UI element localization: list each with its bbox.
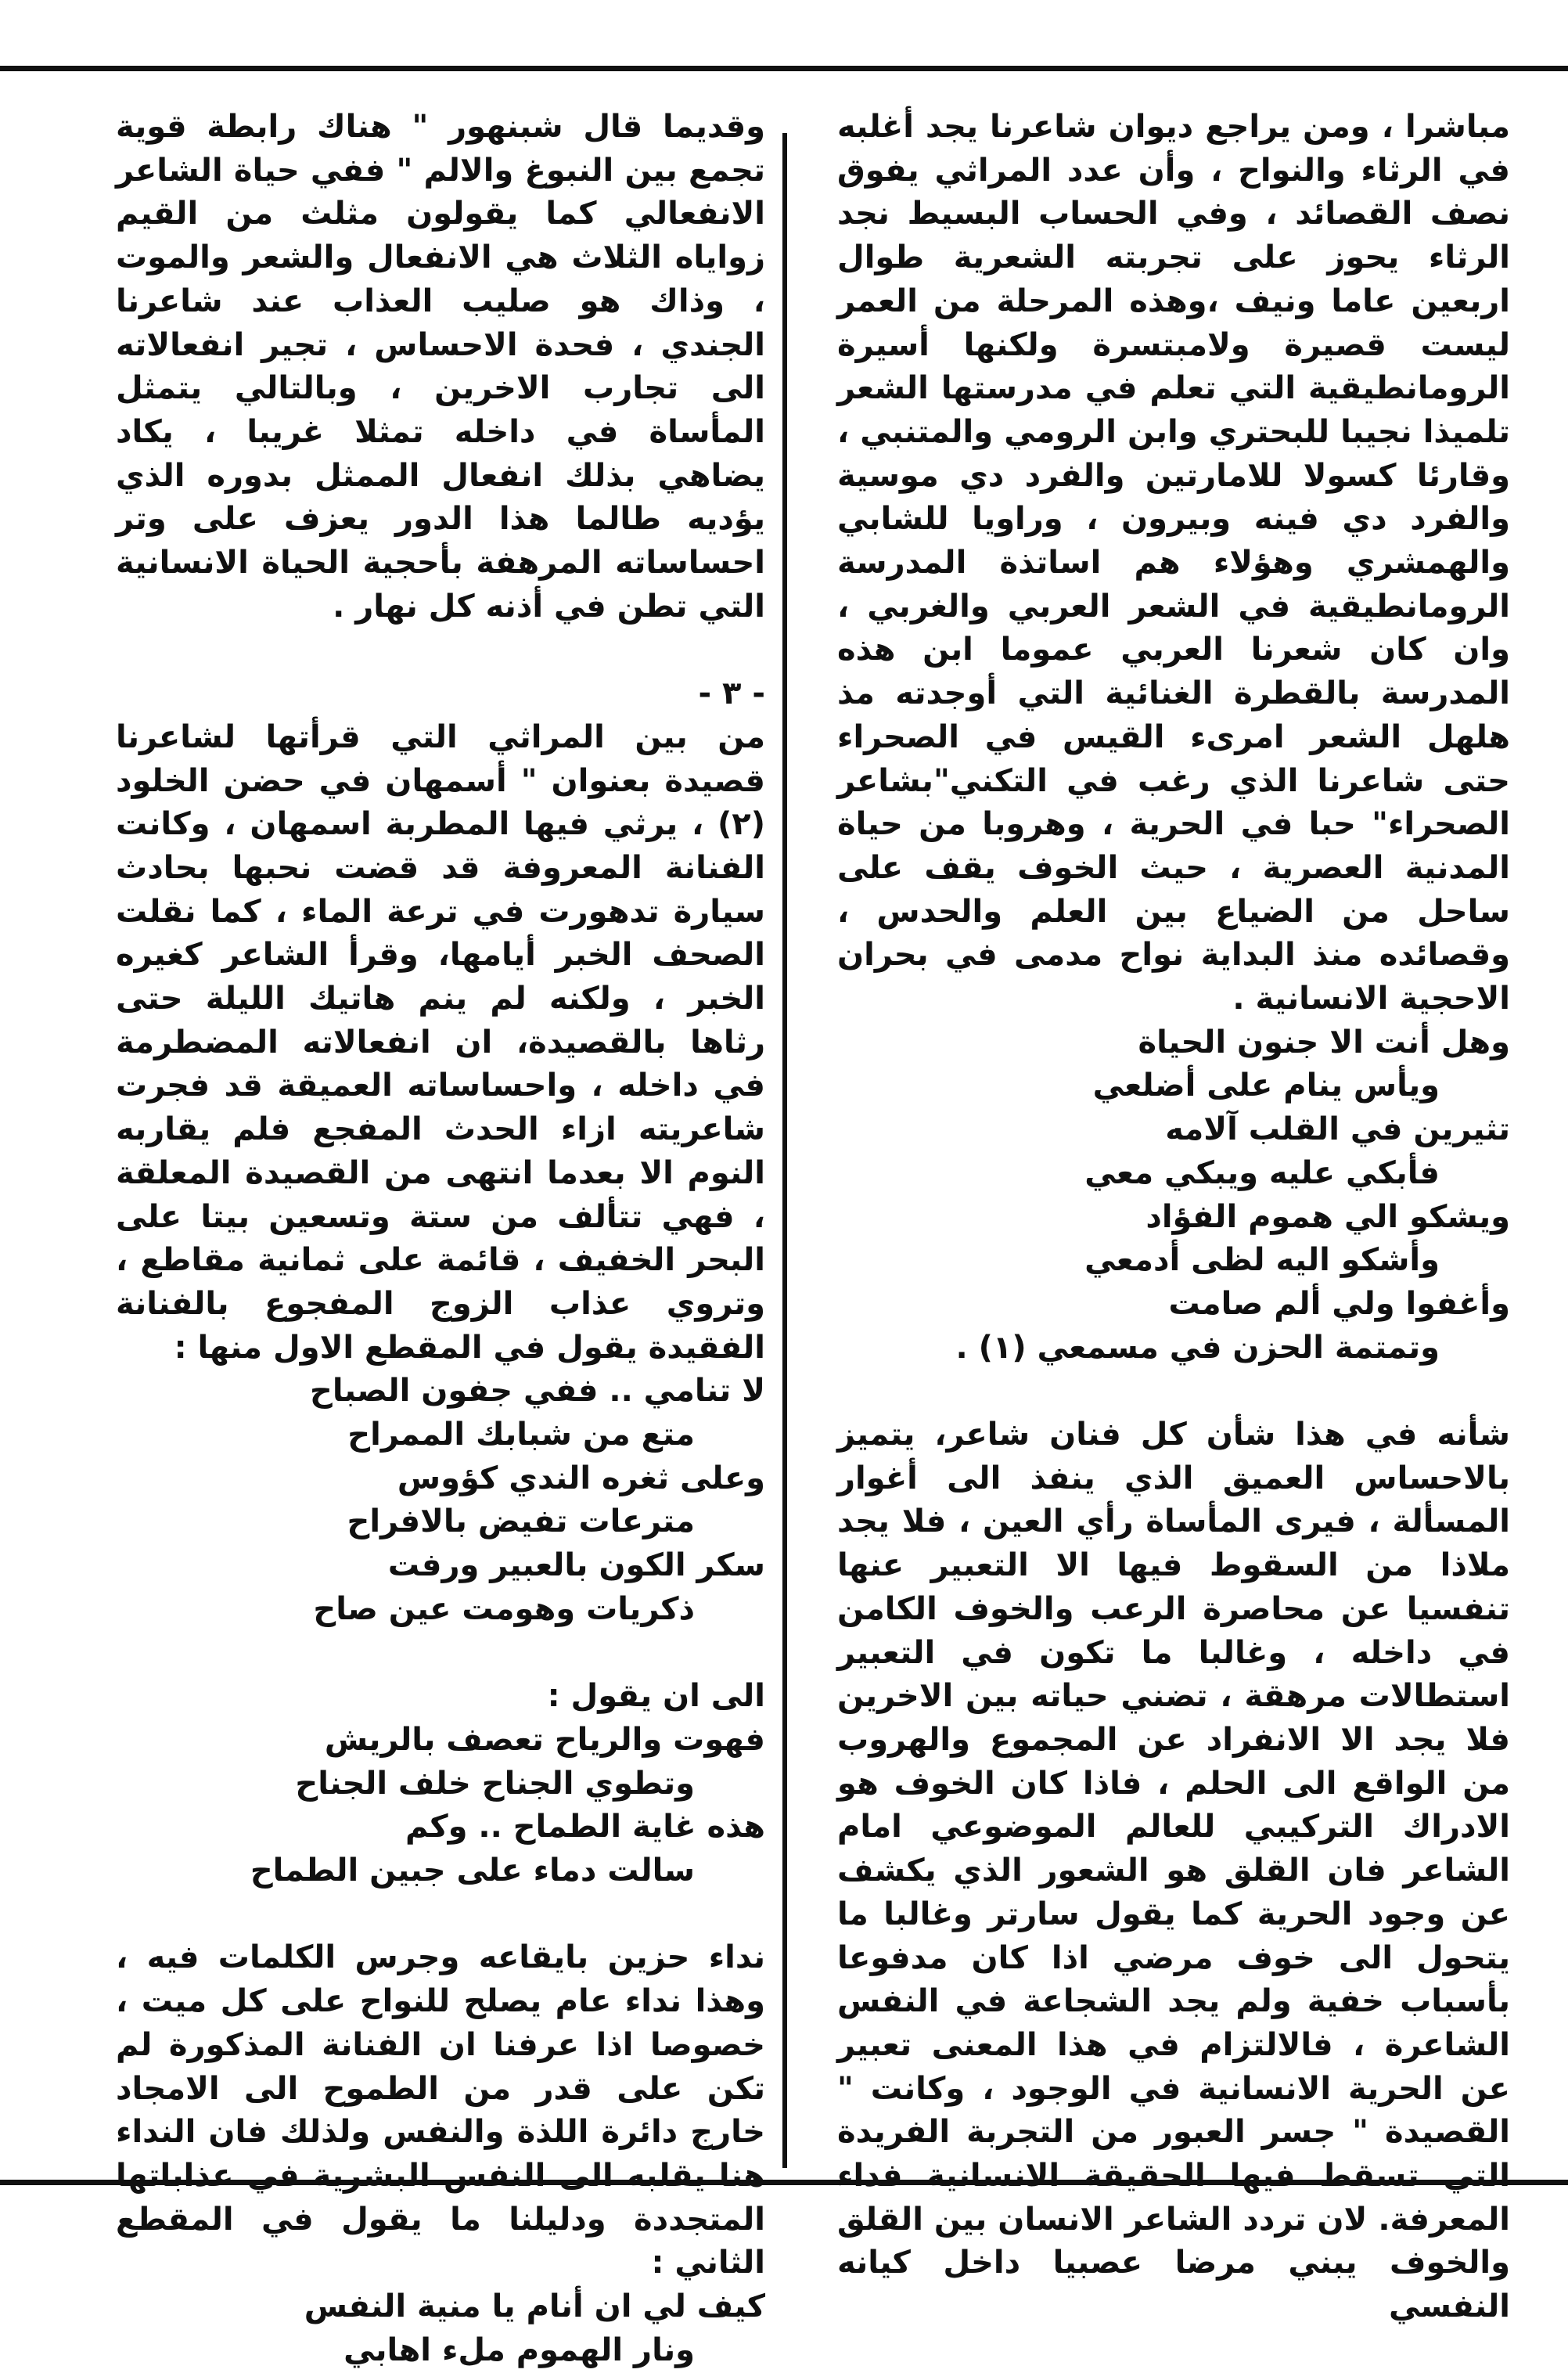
left-verse-block-3 xyxy=(116,2285,765,2372)
verse-line: وأشكو اليه لظى أدمعي xyxy=(1084,1242,1440,1279)
verse-line: فهوت والرياح تعصف بالريش xyxy=(324,1721,765,1758)
verse-line: هذه غاية الطماح .. وكم xyxy=(405,1809,765,1845)
verse-line: تثيرين في القلب آلامه xyxy=(1165,1111,1510,1148)
top-rule xyxy=(0,66,1568,71)
right-verse-block xyxy=(837,1064,1510,1370)
right-paragraph-1: مباشرا ، ومن يراجع ديوان شاعرنا يجد أغلبه في الرثاء والنواح ، وأن عدد المراثي يفوق نصف القصائد ، وفي الحساب البسيط نجد الرثاء يحوز على تجربته الشعرية طوال اربعين عاما ونيف ،وهذه المرحلة من العمر ليست قصيرة ولامبتسرة ولكنها أسيرة الرومانطيقية التي تعلم في مدرستها الشعر تلميذا نجيبا للبحتري وابن الرومي والمتنبي ، وقارئا كسولا للامارتين والفرد دي موسية والفرد دي فينه وبيرون ، وراويا للشابي والهمشري وهؤلاء هم اساتذة المدرسة الرومانطيقية في الشعر العربي والغربي ، وان كان شعرنا العربي عموما ابن هذه المدرسة بالقطرة الغنائية التي أوجدته مذ هلهل الشعر امرىء القيس في الصحراء حتى شاعرنا الذي رغب في التكني"بشاعر الصحراء" حبا في الحرية ، وهروبا من حياة المدنية العصرية ، حيث الخوف يقف على ساحل من الضياع بين العلم والحدس ، وقصائده منذ البداية نواح مدمى في بحران الاحجية الانسانية . xyxy=(837,109,1510,1017)
verse-line: وأغفوا ولي ألم صامت xyxy=(1168,1285,1510,1322)
left-column xyxy=(116,106,765,2373)
verse-line: متع من شبابك الممراح xyxy=(347,1417,695,1453)
left-paragraph-2: من بين المراثي التي قرأتها لشاعرنا قصيدة بعنوان " أسمهان في حضن الخلود (٢) ، يرثي فيها المطربة اسمهان ، وكانت الفنانة المعروفة قد قضت نحبها بحادث سيارة تدهورت في ترعة الماء ، كما نقلت الصحف الخبر أيامها، وقرأ الشاعر كغيره الخبر ، ولكنه لم ينم هاتيك الليلة حتى رثاها بالقصيدة، ان انفعالاته المضطرمة في داخله ، واحساساته العميقة قد فجرت شاعريته ازاء الحدث المفجع فلم يقاربه النوم الا بعدما انتهى من القصيدة المعلقة ، فهي تتألف من ستة وتسعين بيتا على البحر الخفيف ، قائمة على ثمانية مقاطع ، وتروي عذاب الزوج المفجوع بالفنانة الفقيدة يقول في المقطع الاول منها : xyxy=(116,718,765,1366)
verse-line: ويشكو الي هموم الفؤاد xyxy=(1145,1198,1510,1235)
verse-line: ويأس ينام على أضلعي xyxy=(1092,1068,1440,1104)
left-verse-intro: الى ان يقول : xyxy=(547,1678,765,1715)
verse-line: لا تنامي .. ففي جفون الصباح xyxy=(309,1373,765,1410)
section-number: - ٣ - xyxy=(698,675,765,712)
right-column xyxy=(837,106,1510,2329)
verse-line: وعلى ثغره الندي كؤوس xyxy=(397,1460,765,1496)
verse-line: فأبكي عليه ويبكي معي xyxy=(1084,1154,1440,1191)
verse-line: كيف لي ان أنام يا منية النفس xyxy=(304,2288,765,2325)
left-paragraph-1: وقديما قال شبنهور " هناك رابطة قوية تجمع بين النبوغ والالم " ففي حياة الشاعر الانفعالي كما يقولون مثلث من القيم زواياه الثلاث هي الانفعال والشعر والموت ، وذاك هو صليب العذاب عند شاعرنا الجندي ، فحدة الاحساس ، تجير انفعالاته الى تجارب الاخرين ، وبالتالي يتمثل المأساة في داخله تمثلا غريبا ، يكاد يضاهي بذلك انفعال الممثل بدوره الذي يؤديه طالما هذا الدور يعزف على وتر احساساته المرهفة بأحجية الحياة الانسانية التي تطن في أذنه كل نهار . xyxy=(116,109,765,625)
verse-line: مترعات تفيض بالافراح xyxy=(347,1503,695,1540)
left-verse-block-1 xyxy=(116,1370,765,1631)
verse-line: سكر الكون بالعبير ورفت xyxy=(387,1547,765,1584)
verse-line: سالت دماء على جبين الطماح xyxy=(250,1853,695,1889)
verse-line: وتطوي الجناح خلف الجناح xyxy=(295,1765,695,1802)
left-paragraph-3: نداء حزين بايقاعه وجرس الكلمات فيه ، وهذا نداء عام يصلح للنواح على كل ميت ، خصوصا اذا عرفنا ان الفنانة المذكورة لم تكن على قدر من الطموح الى الامجاد خارج دائرة اللذة والنفس ولذلك فان النداء هنا يقلبه الى النفس البشرية في عذاباتها المتجددة ودليلنا ما يقول في المقطع الثاني : xyxy=(116,1939,765,2281)
left-verse-block-2 xyxy=(116,1719,765,1893)
right-verse-intro: وهل أنت الا جنون الحياة xyxy=(1138,1024,1510,1060)
column-divider xyxy=(782,133,787,2168)
verse-line: ذكريات وهومت عين صاح xyxy=(313,1590,695,1627)
verse-line: وتمتمة الحزن في مسمعي (١) . xyxy=(955,1329,1440,1366)
verse-line: ونار الهموم ملء اهابي xyxy=(343,2332,695,2368)
right-paragraph-2: شأنه في هذا شأن كل فنان شاعر، يتميز بالاحساس العميق الذي ينفذ الى أغوار المسألة ، فيرى المأساة رأي العين ، فلا يجد ملاذا من السقوط فيها الا التعبير عنها تنفسيا عن محاصرة الرعب والخوف الكامن في داخله ، وغالبا ما تكون في التعبير استطالات مرهقة ، تضني حياته بين الاخرين فلا يجد الا الانفراد عن المجموع والهروب من الواقع الى الحلم ، فاذا كان الخوف هو الادراك التركيبي للعالم الموضوعي امام الشاعر فان القلق هو الشعور الذي يكشف عن وجود الحرية كما يقول سارتر وغالبا ما يتحول الى خوف مرضي اذا كان مدفوعا بأسباب خفية ولم يجد الشجاعة في النفس الشاعرة ، فالالتزام في هذا المعنى تعبير عن الحرية الانسانية في الوجود ، وكانت " القصيدة " جسر العبور من التجربة الفريدة التي تسقط فيها الحقيقة الانسانية فداء المعرفة. لان تردد الشاعر الانسان بين القلق والخوف يبني مرضا عصبيا داخل كيانه النفسي xyxy=(837,1417,1510,2325)
